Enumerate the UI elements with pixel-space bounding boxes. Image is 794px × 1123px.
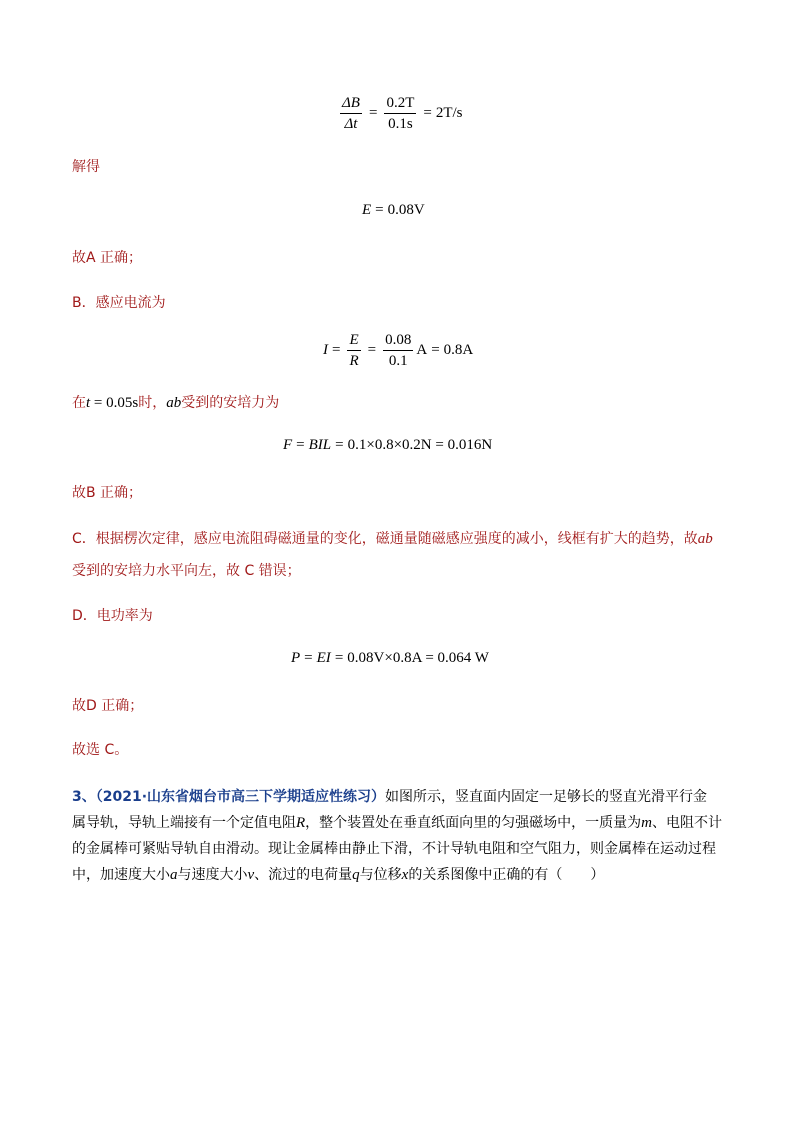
equation-current: I = $\frac{E}{R}$ = $\frac{0.08}{0.1}$ A = 0.8A — [323, 332, 474, 369]
equation-force: F = BIL = 0.1×0.8×0.2N = 0.016N — [283, 437, 493, 453]
conclusion-b: 故B 正确； — [72, 485, 143, 501]
text: 与速度大小 — [177, 867, 248, 883]
denominator: Δt — [344, 116, 358, 132]
option-c-line2: 受到的安培力水平向左，故 C 错误； — [72, 563, 301, 579]
variable: E — [362, 202, 372, 218]
variable-x: x — [401, 867, 409, 883]
option-d-intro: D．电功率为 — [72, 608, 153, 624]
question-3-line4 — [72, 862, 724, 888]
fraction — [384, 95, 416, 132]
unit: A — [416, 342, 428, 358]
text: 如图所示，竖直面内固定一足够长的竖直光滑平行金 — [385, 789, 708, 805]
equation-power: P = EI = 0.08V×0.8A = 0.064 W — [291, 650, 489, 666]
numerator: ΔB — [340, 95, 362, 114]
conclusion-a: 故A 正确； — [72, 250, 143, 266]
conclusion-d: 故D 正确； — [72, 698, 144, 714]
text: 属导轨，导轨上端接有一个定值电阻 — [72, 815, 296, 831]
variable-m: m — [641, 815, 653, 831]
variable-t: t — [86, 395, 91, 411]
option-c-line1 — [72, 529, 713, 549]
variable: F — [283, 437, 293, 453]
text: 的关系图像中正确的有（ ） — [408, 867, 605, 883]
equation-db-dt: $\frac{\Delta B}{\Delta t}$ = $\frac{0.2T}{0.1s}$ = 2T/s — [342, 95, 463, 132]
final-choice: 故选 C。 — [72, 742, 129, 758]
variable: I — [323, 342, 328, 358]
variable: P — [291, 650, 301, 666]
numerator: E — [347, 332, 360, 351]
question-3-line1 — [72, 784, 724, 810]
fraction — [347, 332, 360, 369]
text: 、流过的电荷量 — [254, 867, 353, 883]
question-number: 3、 — [72, 789, 96, 805]
result: 0.8A — [443, 342, 474, 358]
result: 0.1×0.8×0.2N = 0.016N — [347, 437, 493, 453]
text: 时， — [138, 395, 167, 411]
question-3 — [72, 784, 724, 888]
variable-r: R — [296, 815, 306, 831]
numerator: 0.08 — [383, 332, 413, 351]
fraction — [340, 95, 362, 132]
text: 、电阻不计 — [652, 815, 723, 831]
equation-emf: E = 0.08V — [362, 202, 425, 218]
result: 0.08V — [387, 202, 425, 218]
text: C．根据楞次定律，感应电流阻碍磁通量的变化，磁通量随磁感应强度的减小，线框有扩大的趋势，故 — [72, 531, 698, 547]
question-3-line3: 的金属棒可紧贴导轨自由滑动。现让金属棒由静止下滑，不计导轨电阻和空气阻力，则金属棒在运动过程 — [72, 841, 716, 857]
numerator: 0.2T — [384, 95, 416, 114]
denominator: 0.1 — [388, 353, 408, 369]
result: 2T/s — [435, 105, 463, 121]
text: ，整个装置处在垂直纸面向里的匀强磁场中，一质量为 — [305, 815, 642, 831]
question-source: （2021·山东省烟台市高三下学期适应性练习） — [95, 789, 386, 805]
variable-q: q — [352, 867, 360, 883]
denominator: R — [349, 353, 359, 369]
variable-a: a — [170, 867, 178, 883]
option-b-intro: B．感应电流为 — [72, 295, 166, 311]
variable-v: v — [247, 867, 255, 883]
fraction — [383, 332, 413, 369]
text: 中，加速度大小 — [72, 867, 170, 883]
solve-label: 解得 — [72, 159, 100, 175]
result: 0.08V×0.8A = 0.064 W — [347, 650, 489, 666]
question-3-line2 — [72, 810, 724, 836]
variable-ab: ab — [697, 531, 713, 547]
force-line — [72, 393, 279, 413]
variable-ab: ab — [166, 395, 182, 411]
text: 受到的安培力为 — [181, 395, 280, 411]
variable: BIL — [308, 437, 332, 453]
denominator: 0.1s — [388, 116, 413, 132]
text: 与位移 — [359, 867, 402, 883]
text: 在 — [72, 395, 86, 411]
time-value: = 0.05s — [90, 395, 139, 411]
variable: EI — [316, 650, 331, 666]
